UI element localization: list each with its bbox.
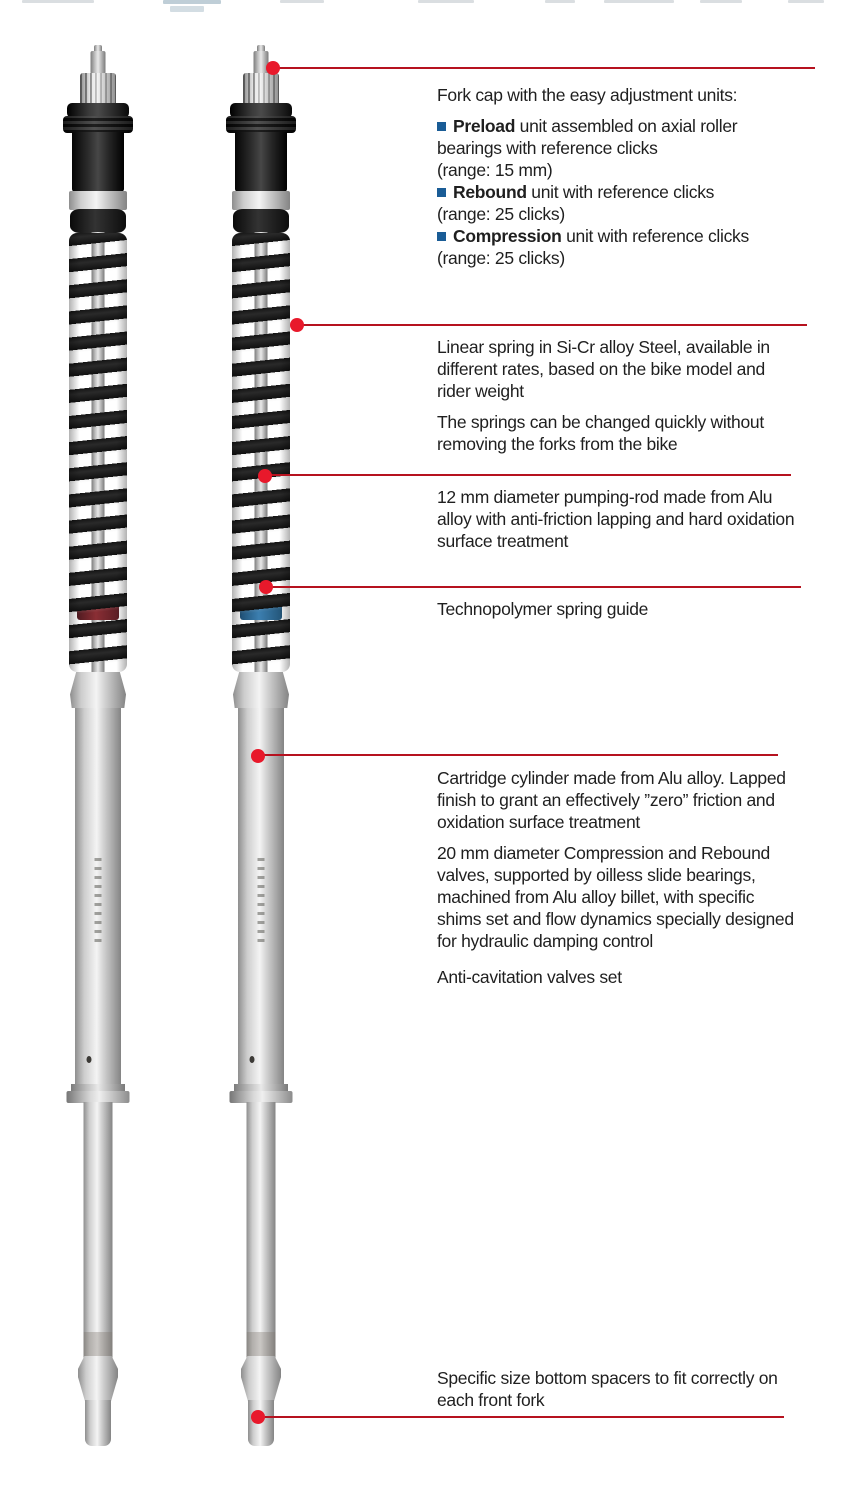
fork-spring-coils — [232, 233, 290, 672]
fork-bottom-tip — [85, 1400, 111, 1446]
fork-cap-grooves — [226, 116, 296, 133]
callout-dot-cartridge-cylinder — [251, 749, 265, 763]
callout-paragraph: 12 mm diameter pumping-rod made from Alu alloy with anti-friction lapping and hard oxidation surface treatment — [437, 487, 795, 551]
callout-line-linear-spring — [297, 324, 807, 326]
fork-cartridge-left — [38, 44, 158, 1454]
callout-dot-pumping-rod — [258, 469, 272, 483]
bullet-square-icon — [437, 122, 446, 131]
callout-dot-bottom-spacers — [251, 1410, 265, 1424]
fork-lower-shaft — [84, 1102, 113, 1358]
fork-silver-collar — [69, 191, 127, 210]
callout-dot-linear-spring — [290, 318, 304, 332]
fork-spring-seat — [233, 209, 289, 233]
fork-silver-collar — [232, 191, 290, 210]
bullet-desc: unit with reference clicks — [561, 226, 749, 246]
callout-cartridge-cylinder — [437, 767, 799, 988]
fork-brand-marking — [95, 854, 102, 942]
bullet-item-rebound — [437, 181, 799, 225]
fork-preload-adjuster — [80, 73, 116, 104]
callout-paragraph: Cartridge cylinder made from Alu alloy. Lapped finish to grant an effectively ”zero” friction and oxidation surface treatment — [437, 768, 786, 832]
bullet-item-compression — [437, 225, 799, 269]
fork-cylinder-cone — [233, 672, 289, 708]
fork-brand-marking — [258, 854, 265, 942]
bullet-term: Rebound — [453, 182, 527, 202]
fork-preload-adjuster — [243, 73, 279, 104]
callout-paragraph: Specific size bottom spacers to fit correctly on each front fork — [437, 1368, 778, 1410]
callout-paragraph: Linear spring in Si-Cr alloy Steel, available in different rates, based on the bike model and rider weight — [437, 337, 770, 401]
bullet-square-icon — [437, 188, 446, 197]
callout-paragraph: The springs can be changed quickly without removing the forks from the bike — [437, 412, 764, 454]
callout-spring-guide — [437, 598, 799, 620]
callout-line-spring-guide — [266, 586, 801, 588]
callout-line-cartridge-cylinder — [258, 754, 778, 756]
callout-line-pumping-rod — [265, 474, 791, 476]
bullet-range: (range: 25 clicks) — [437, 204, 565, 224]
fork-cylinder-cone — [70, 672, 126, 708]
callout-fork-cap — [437, 84, 799, 269]
fork-lower-shaft — [247, 1102, 276, 1358]
callout-paragraph: Anti-cavitation valves set — [437, 967, 622, 987]
callout-paragraph: 20 mm diameter Compression and Rebound valves, supported by oilless slide bearings, machined from Alu alloy billet, with specific shims set and flow dynamics specially designed for hydraulic damping control — [437, 843, 794, 951]
fork-spring-coils — [69, 233, 127, 672]
callout-pumping-rod — [437, 486, 799, 552]
fork-cap-body — [72, 132, 124, 192]
bullet-desc: unit with reference clicks — [526, 182, 715, 202]
callout-dot-spring-guide — [259, 580, 273, 594]
fork-adjuster-stem — [91, 51, 106, 74]
bullet-range: (range: 25 clicks) — [437, 248, 565, 268]
callout-paragraph: Technopolymer spring guide — [437, 599, 649, 619]
fork-cap-grooves — [63, 116, 133, 133]
bullet-range: (range: 15 mm) — [437, 160, 553, 180]
fork-bleed-hole — [87, 1056, 92, 1063]
callout-bottom-spacers — [437, 1367, 799, 1411]
bullet-term: Compression — [453, 226, 562, 246]
fork-bottom-spacer — [241, 1356, 281, 1402]
fork-bottom-spacer — [78, 1356, 118, 1402]
callout-linear-spring — [437, 336, 799, 455]
fork-bleed-hole — [250, 1056, 255, 1063]
bullet-item-preload — [437, 115, 799, 181]
callout-intro: Fork cap with the easy adjustment units: — [437, 85, 738, 105]
callout-line-bottom-spacers — [258, 1416, 784, 1418]
bullet-square-icon — [437, 232, 446, 241]
callout-line-fork-cap — [273, 67, 815, 69]
fork-spring-seat — [70, 209, 126, 233]
bullet-term: Preload — [453, 116, 516, 136]
bullet-desc: unit assembled on axial roller bearings with reference clicks — [437, 116, 738, 158]
callout-dot-fork-cap — [266, 61, 280, 75]
fork-cap-body — [235, 132, 287, 192]
